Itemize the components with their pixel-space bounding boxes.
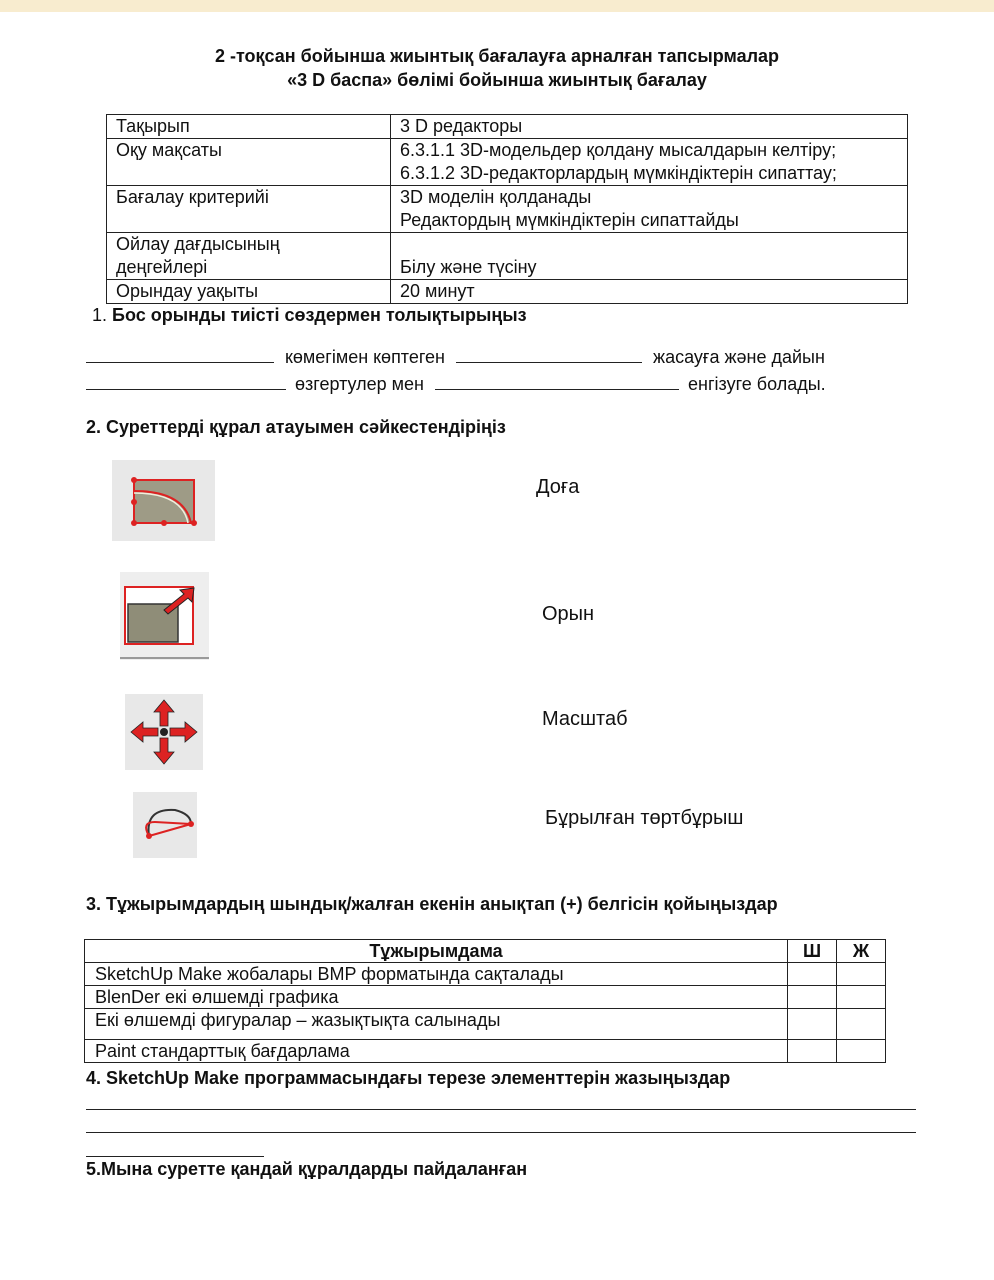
statement-cell: Paint стандарттық бағдарлама (85, 1040, 788, 1063)
blank-field[interactable] (86, 348, 274, 363)
tf-row (85, 986, 886, 1009)
statement-cell: SketchUp Make жобалары BMP форматында сақталады (85, 963, 788, 986)
info-label-line: деңгейлері (116, 257, 208, 277)
col-statement-header: Тұжырымдама (85, 940, 788, 963)
false-answer-cell[interactable] (837, 963, 886, 986)
scale-icon (120, 572, 209, 660)
info-row-objective (107, 139, 908, 186)
col-true-header: Ш (788, 940, 837, 963)
info-row-duration (107, 280, 908, 304)
col-false-header: Ж (837, 940, 886, 963)
answer-line[interactable] (86, 1156, 264, 1157)
tool-name-move: Орын (542, 603, 595, 625)
info-value-line: 6.3.1.1 3D-модельдер қолдану мысалдарын келтіру; (400, 140, 837, 160)
q2-title: 2. Суреттерді құрал атауымен сәйкестендіріңіз (86, 417, 506, 437)
tool-name-rotated-rectangle: Бұрылған төртбұрыш (545, 807, 744, 829)
arc-icon (133, 792, 197, 858)
info-value-line: Редактордың мүмкіндіктерін сипаттайды (400, 210, 739, 230)
q1-heading (92, 305, 527, 326)
info-label: Тақырып (107, 115, 391, 139)
tf-header-row (85, 940, 886, 963)
info-value-line: Білу және түсіну (400, 257, 537, 277)
info-value-line: 3D моделін қолданады (400, 187, 592, 207)
q1-text: көмегімен көптеген (285, 347, 445, 367)
blank-field[interactable] (435, 375, 679, 390)
tf-row (85, 1040, 886, 1063)
q1-line-1 (86, 347, 825, 368)
info-value-line (400, 233, 907, 256)
info-value (391, 233, 908, 280)
tf-row (85, 963, 886, 986)
q1-number: 1. (92, 305, 108, 325)
blank-field[interactable] (456, 348, 642, 363)
q1-title: Бос орынды тиісті сөздермен толықтырыңыз (112, 305, 527, 325)
info-value: 20 минут (391, 280, 908, 304)
info-value (391, 139, 908, 186)
q5-title: 5.Мына суретте қандай құралдарды пайдаланған (86, 1159, 528, 1179)
doc-title-line1: 2 -тоқсан бойынша жиынтық бағалауға арналған тапсырмалар (214, 46, 780, 66)
q3-title: 3. Тұжырымдардың шындық/жалған екенін анықтап (+) белгісін қойыңыздар (86, 894, 778, 914)
info-row-topic (107, 115, 908, 139)
q1-text: жасауға және дайын (653, 347, 825, 367)
info-label: Оқу мақсаты (107, 139, 391, 186)
info-table (106, 114, 908, 304)
true-answer-cell[interactable] (788, 1040, 837, 1063)
info-label-line: Ойлау дағдысының (116, 234, 280, 254)
answer-line[interactable] (86, 1132, 916, 1133)
statement-cell: Екі өлшемді фигуралар – жазықтықта салынады (85, 1009, 788, 1040)
info-label: Бағалау критерийі (107, 186, 391, 233)
q1-line-2 (86, 374, 826, 395)
q1-text: өзгертулер мен (295, 374, 424, 394)
move-icon (125, 694, 203, 770)
answer-line[interactable] (86, 1109, 916, 1110)
info-row-thinking-levels (107, 233, 908, 280)
q4-title: 4. SketchUp Make программасындағы терезе элементтерін жазыңыздар (86, 1068, 731, 1088)
doc-title-line2: «3 D баспа» бөлімі бойынша жиынтық бағалау (287, 70, 707, 90)
info-row-criteria (107, 186, 908, 233)
info-label (107, 233, 391, 280)
tf-row (85, 1009, 886, 1040)
q1-text: енгізуге болады. (688, 374, 826, 394)
true-answer-cell[interactable] (788, 1009, 837, 1040)
false-answer-cell[interactable] (837, 1009, 886, 1040)
info-value (391, 186, 908, 233)
true-answer-cell[interactable] (788, 963, 837, 986)
info-value: 3 D редакторы (391, 115, 908, 139)
tool-name-arc: Доға (536, 476, 580, 498)
info-value-line: 6.3.1.2 3D-редакторлардың мүмкіндіктерін сипаттау; (400, 163, 837, 183)
statement-cell: BlenDer екі өлшемді графика (85, 986, 788, 1009)
blank-field[interactable] (86, 375, 286, 390)
false-answer-cell[interactable] (837, 986, 886, 1009)
rotated-rectangle-icon (112, 460, 215, 541)
true-false-table (84, 939, 886, 1063)
true-answer-cell[interactable] (788, 986, 837, 1009)
false-answer-cell[interactable] (837, 1040, 886, 1063)
info-label: Орындау уақыты (107, 280, 391, 304)
tool-name-scale: Масштаб (542, 708, 628, 730)
